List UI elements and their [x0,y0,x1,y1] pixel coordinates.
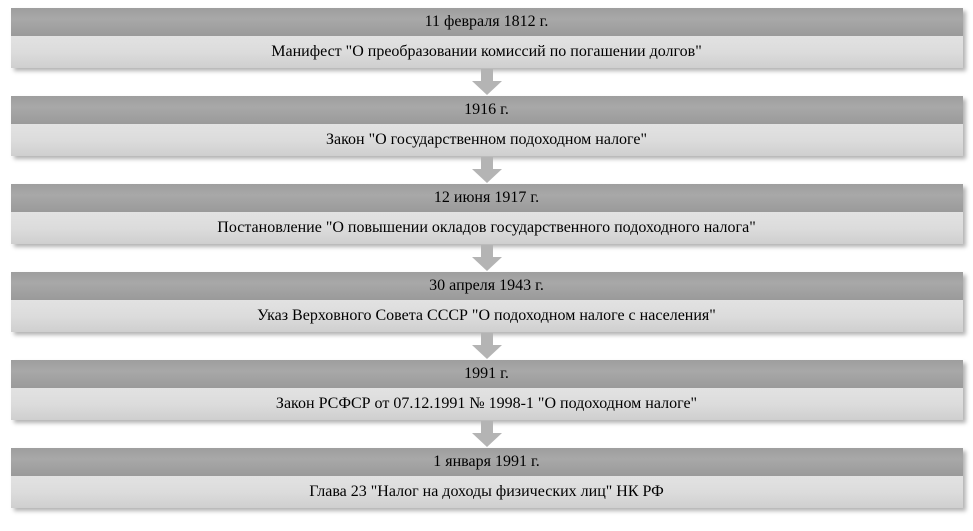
arrow-head [472,81,502,95]
arrow-head [472,169,502,183]
timeline-block-4-description: Указ Верховного Совета СССР "О подоходном налоге с населения" [11,300,963,332]
arrow-head [472,345,502,359]
connector-arrow-5 [0,420,973,448]
timeline-block-6-description: Глава 23 "Налог на доходы физических лиц" НК РФ [11,476,963,508]
timeline-block-4-date: 30 апреля 1943 г. [11,272,963,300]
timeline-block-3-description: Постановление "О повышении окладов государственного подоходного налога" [11,212,963,244]
connector-arrow-2 [0,156,973,184]
connector-arrow-3 [0,244,973,272]
down-arrow-icon [472,69,502,95]
down-arrow-icon [472,157,502,183]
timeline-block-6-date: 1 января 1991 г. [11,448,963,476]
timeline-block-1-description: Манифест "О преобразовании комиссий по погашении долгов" [11,36,963,68]
timeline-block-1-date: 11 февраля 1812 г. [11,8,963,36]
timeline-block-6 [11,448,963,508]
timeline-block-2 [11,96,963,156]
timeline-block-3 [11,184,963,244]
arrow-head [472,257,502,271]
timeline-block-5 [11,360,963,420]
timeline-block-2-description: Закон "О государственном подоходном налоге" [11,124,963,156]
connector-arrow-4 [0,332,973,360]
timeline-block-4 [11,272,963,332]
timeline-block-5-date: 1991 г. [11,360,963,388]
down-arrow-icon [472,333,502,359]
timeline-block-1 [11,8,963,68]
down-arrow-icon [472,245,502,271]
top-spacer [0,0,973,8]
arrow-head [472,433,502,447]
timeline-block-5-description: Закон РСФСР от 07.12.1991 № 1998-1 "О подоходном налоге" [11,388,963,420]
connector-arrow-1 [0,68,973,96]
timeline-block-2-date: 1916 г. [11,96,963,124]
down-arrow-icon [472,421,502,447]
timeline-block-3-date: 12 июня 1917 г. [11,184,963,212]
